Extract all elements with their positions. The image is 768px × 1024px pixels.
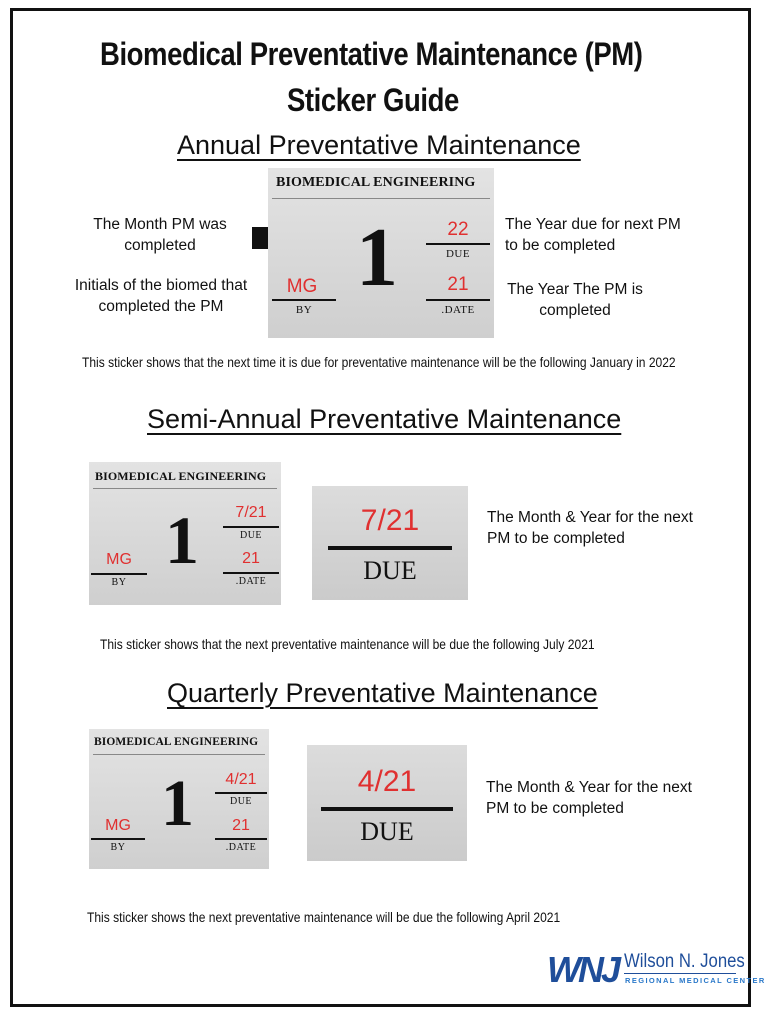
sticker-date-line bbox=[223, 572, 279, 574]
quarterly-heading: Quarterly Preventative Maintenance bbox=[167, 678, 598, 708]
zoom-due-line bbox=[328, 546, 452, 550]
sticker-date-label: .DATE bbox=[225, 842, 257, 853]
sticker-date-label: .DATE bbox=[235, 576, 267, 587]
sticker-due-value: 22 bbox=[447, 219, 469, 240]
quarterly-due-zoom bbox=[307, 745, 467, 861]
sticker-initials: MG bbox=[286, 276, 318, 297]
sticker-due-value: 4/21 bbox=[225, 771, 257, 788]
wnj-logo bbox=[547, 949, 766, 993]
semi-annual-heading: Semi-Annual Preventative Maintenance bbox=[147, 404, 622, 434]
sticker-header: BIOMEDICAL ENGINEERING bbox=[95, 469, 267, 483]
logo-divider bbox=[624, 973, 736, 974]
label-initials: Initials of the biomed that completed the PM bbox=[74, 277, 248, 315]
page-subtitle: Sticker Guide bbox=[287, 82, 459, 118]
sticker-due-value: 7/21 bbox=[235, 504, 267, 521]
page-title: Biomedical Preventative Maintenance (PM) bbox=[100, 36, 643, 72]
sticker-month: 1 bbox=[161, 767, 194, 840]
sticker-date-value: 21 bbox=[232, 817, 250, 834]
sticker-date-label: .DATE bbox=[441, 304, 475, 316]
quarterly-note: This sticker shows the next preventative maintenance will be due the following April 2021 bbox=[87, 909, 561, 925]
sticker-by-label: BY bbox=[295, 304, 313, 316]
annual-heading: Annual Preventative Maintenance bbox=[177, 130, 581, 160]
label-year-completed: The Year The PM is completed bbox=[507, 281, 643, 319]
sticker-month: 1 bbox=[165, 502, 199, 578]
quarterly-label: The Month & Year for the next PM to be completed bbox=[486, 779, 692, 817]
sticker-due-label: DUE bbox=[229, 796, 253, 807]
semi-annual-label: The Month & Year for the next PM to be completed bbox=[487, 509, 693, 547]
zoom-due-line bbox=[321, 807, 453, 811]
sticker-by-label: BY bbox=[111, 577, 127, 588]
sticker-date-line bbox=[215, 838, 267, 840]
sticker-by-line bbox=[272, 299, 336, 301]
semi-annual-due-zoom bbox=[312, 486, 468, 600]
sticker-header: BIOMEDICAL ENGINEERING bbox=[276, 175, 476, 190]
sticker-due-label: DUE bbox=[239, 530, 263, 541]
sticker-due-line bbox=[215, 792, 267, 794]
quarterly-sticker bbox=[89, 729, 269, 869]
zoom-due-value: 7/21 bbox=[360, 504, 420, 537]
annual-sticker bbox=[268, 168, 494, 338]
zoom-due-label: DUE bbox=[363, 556, 417, 585]
zoom-due-value: 4/21 bbox=[357, 765, 417, 798]
annual-note: This sticker shows that the next time it is due for preventative maintenance will be the following January in 2022 bbox=[82, 354, 676, 370]
sticker-due-line bbox=[426, 243, 490, 245]
semi-annual-sticker bbox=[89, 462, 281, 605]
sticker-divider bbox=[93, 754, 265, 755]
sticker-due-label: DUE bbox=[445, 248, 471, 260]
sticker-header: BIOMEDICAL ENGINEERING bbox=[94, 736, 259, 748]
sticker-date-line bbox=[426, 299, 490, 301]
label-year-due: The Year due for next PM to be completed bbox=[505, 216, 681, 254]
sticker-date-value: 21 bbox=[242, 550, 260, 567]
sticker-divider bbox=[272, 198, 490, 199]
sticker-date-value: 21 bbox=[447, 274, 469, 295]
sticker-by-label: BY bbox=[110, 842, 126, 853]
logo-subtitle: REGIONAL MEDICAL CENTER bbox=[625, 976, 766, 985]
sticker-initials: MG bbox=[105, 817, 131, 834]
sticker-month: 1 bbox=[356, 211, 398, 304]
logo-name: Wilson N. Jones bbox=[624, 951, 745, 972]
sticker-due-line bbox=[223, 526, 279, 528]
label-month-pm: The Month PM was completed bbox=[93, 216, 227, 254]
sticker-divider bbox=[93, 488, 277, 489]
zoom-due-label: DUE bbox=[360, 817, 414, 846]
sticker-by-line bbox=[91, 838, 145, 840]
semi-annual-note: This sticker shows that the next preventative maintenance will be due the following July 2021 bbox=[100, 636, 595, 652]
sticker-initials: MG bbox=[106, 551, 132, 568]
sticker-by-line bbox=[91, 573, 147, 575]
logo-mark: WNJ bbox=[547, 949, 618, 990]
